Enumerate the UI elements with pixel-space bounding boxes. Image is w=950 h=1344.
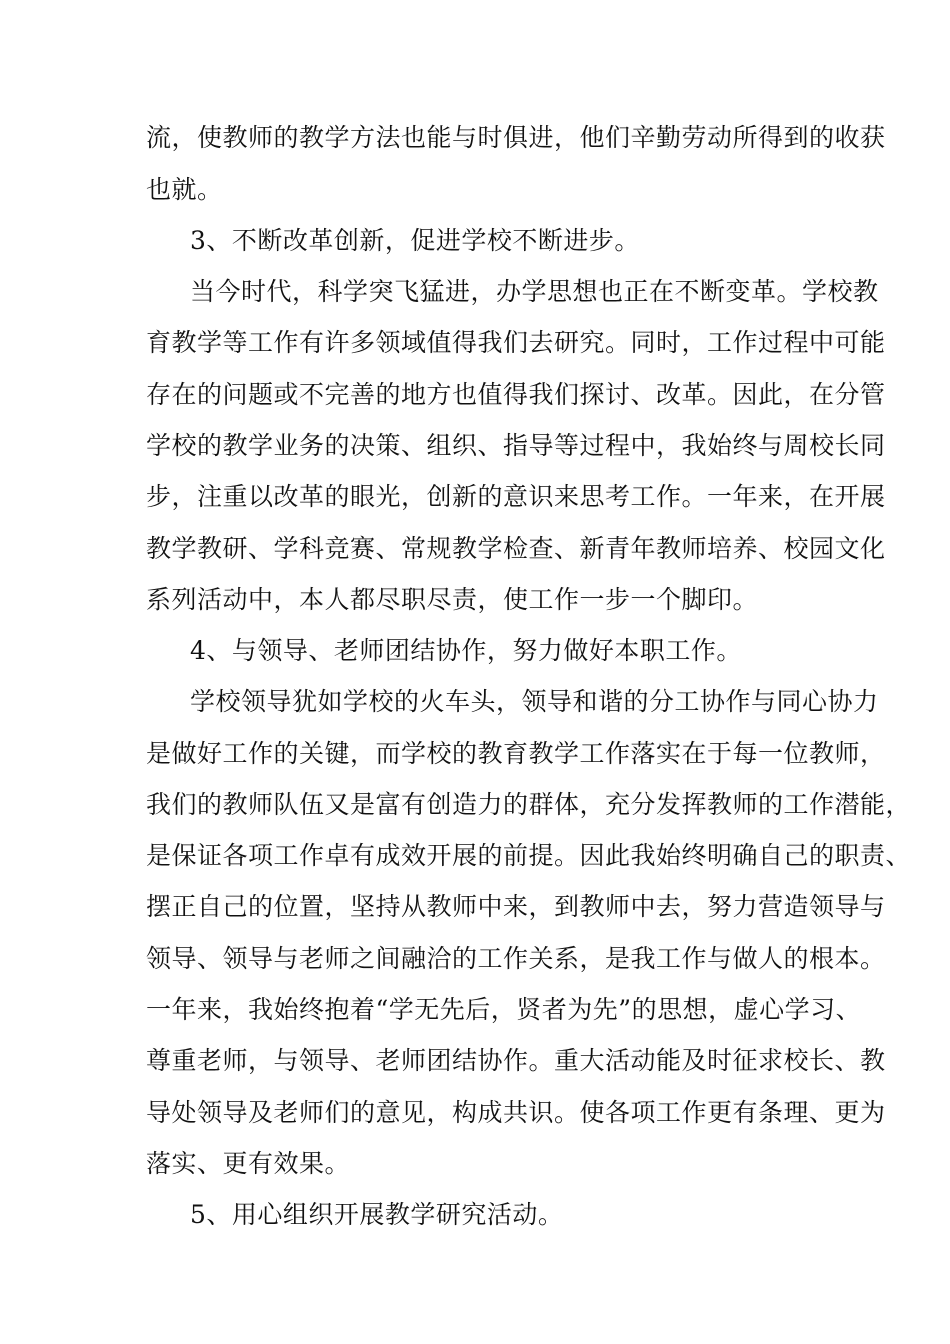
paragraph-line: 一年来，我始终抱着“学无先后，贤者为先”的思想，虚心学习、 (146, 995, 862, 1024)
paragraph-line: 教学教研、学科竞赛、常规教学检查、新青年教师培养、校园文化 (146, 534, 886, 563)
paragraph-line: 学校领导犹如学校的火车头，领导和谐的分工协作与同心协力 (190, 687, 879, 716)
section-heading-3: 3、不断改革创新，促进学校不断进步。 (190, 226, 640, 255)
paragraph-line: 育教学等工作有许多领域值得我们去研究。同时，工作过程中可能 (146, 328, 886, 357)
paragraph-line: 流，使教师的教学方法也能与时俱进，他们辛勤劳动所得到的收获 (146, 123, 886, 152)
paragraph-line: 领导、领导与老师之间融洽的工作关系，是我工作与做人的根本。 (146, 944, 886, 973)
paragraph-line: 学校的教学业务的决策、组织、指导等过程中，我始终与周校长同 (146, 431, 886, 460)
paragraph-line: 落实、更有效果。 (146, 1149, 351, 1178)
section-heading-5: 5、用心组织开展教学研究活动。 (190, 1200, 564, 1229)
paragraph-line: 当今时代，科学突飞猛进，办学思想也正在不断变革。学校教 (190, 277, 879, 306)
paragraph-line: 是做好工作的关键，而学校的教育教学工作落实在于每一位教师， (146, 739, 886, 768)
paragraph-line: 也就。 (146, 175, 223, 204)
paragraph-line: 尊重老师，与领导、老师团结协作。重大活动能及时征求校长、教 (146, 1046, 886, 1075)
section-heading-4: 4、与领导、老师团结协作，努力做好本职工作。 (190, 636, 742, 665)
paragraph-line: 我们的教师队伍又是富有创造力的群体，充分发挥教师的工作潜能， (146, 790, 912, 819)
paragraph-line: 步，注重以改革的眼光，创新的意识来思考工作。一年来，在开展 (146, 482, 886, 511)
paragraph-line: 系列活动中，本人都尽职尽责，使工作一步一个脚印。 (146, 585, 759, 614)
paragraph-line: 存在的问题或不完善的地方也值得我们探讨、改革。因此，在分管 (146, 380, 886, 409)
paragraph-line: 是保证各项工作卓有成效开展的前提。因此我始终明确自己的职责、 (146, 841, 912, 870)
paragraph-line: 摆正自己的位置，坚持从教师中来，到教师中去，努力营造领导与 (146, 892, 886, 921)
paragraph-line: 导处领导及老师们的意见，构成共识。使各项工作更有条理、更为 (146, 1098, 886, 1127)
